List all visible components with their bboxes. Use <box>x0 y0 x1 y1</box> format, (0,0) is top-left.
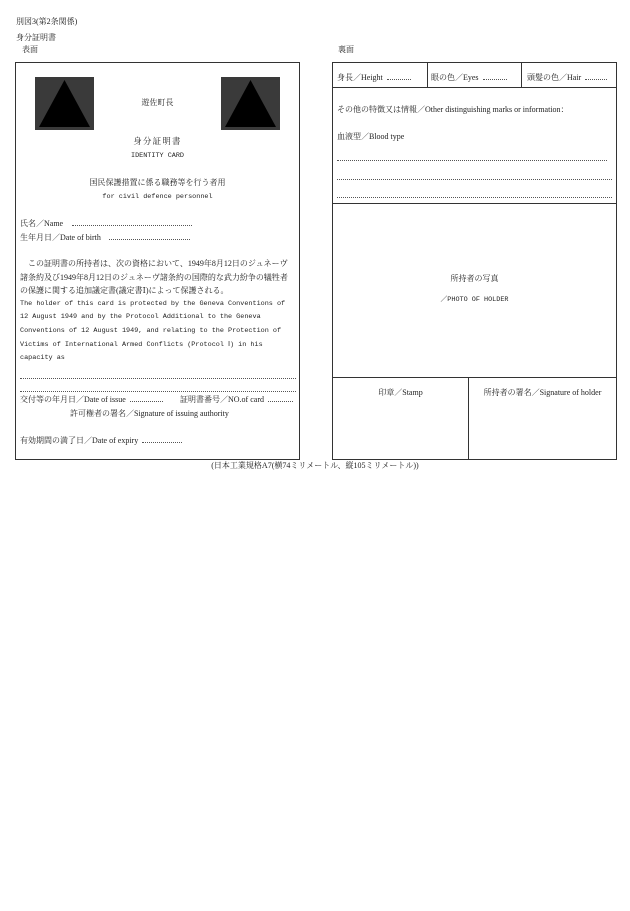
date-of-birth-label: 生年月日／Date of birth <box>20 233 101 242</box>
card-title-ja: 身分証明書 <box>133 137 182 146</box>
issue-date-field <box>20 395 163 405</box>
capacity-blank-line <box>20 391 296 392</box>
eye-colour-blank <box>483 79 507 80</box>
statement-en-line: Conventions of 12 August 1949, and relating to the Protection of <box>20 326 282 335</box>
hair-colour-label: 頭髪の色／Hair <box>527 73 582 82</box>
card-number-blank <box>268 401 293 402</box>
top-row-cell-divider <box>427 63 428 87</box>
name-field <box>20 219 192 229</box>
top-row-divider <box>333 87 616 88</box>
statement-en-line: Victims of International Armed Conflicts (Protocol Ⅰ) in his <box>20 340 263 349</box>
statement-ja-line: の保護に関する追加議定書(議定書Ⅰ)によって保護される。 <box>20 286 229 296</box>
photo-label-en: ／PHOTO OF HOLDER <box>440 296 509 304</box>
issuer: 遊佐町長 <box>141 98 174 107</box>
name-label: 氏名／Name <box>20 219 64 228</box>
issue-date-label: 交付等の年月日／Date of issue <box>20 395 126 404</box>
figure-reference: 別図3(第2条関係) <box>16 17 78 26</box>
card-number-field <box>180 395 293 405</box>
photo-area-bottom-border <box>333 377 616 378</box>
eye-colour-field <box>431 73 507 83</box>
other-marks-blank-line <box>337 197 612 198</box>
height-field <box>337 73 411 83</box>
card-size-note: (日本工業規格A7(横74ミリメートル、縦105ミリメートル)) <box>211 461 419 470</box>
holder-signature-label: 所持者の署名／Signature of holder <box>483 388 602 397</box>
hair-colour-blank <box>585 79 607 80</box>
date-of-birth-field <box>20 233 190 243</box>
name-blank <box>72 225 192 226</box>
other-marks-label: その他の特徴又は情報／Other distinguishing marks or information： <box>337 105 569 114</box>
issuing-authority-signature-label: 許可権者の署名／Signature of issuing authority <box>70 409 229 418</box>
statement-ja-line: この証明書の所持者は、次の資格において、1949年8月12日のジュネーヴ <box>28 259 288 268</box>
photo-label-ja: 所持者の写真 <box>450 274 499 283</box>
height-label: 身長／Height <box>337 73 383 82</box>
other-marks-blank-line <box>337 160 607 161</box>
top-row-cell-divider <box>521 63 522 87</box>
expiry-date-field <box>20 436 182 446</box>
back-side-label: 裏面 <box>338 45 354 54</box>
statement-en-line: capacity as <box>20 354 65 363</box>
capacity-blank-line <box>20 378 296 379</box>
stamp-label: 印章／Stamp <box>378 388 423 397</box>
blood-type-label: 血液型／Blood type <box>337 132 405 141</box>
height-blank <box>387 79 411 80</box>
card-purpose-en: for civil defence personnel <box>102 193 213 201</box>
eye-colour-label: 眼の色／Eyes <box>431 73 479 82</box>
statement-ja-line: 諸条約及び1949年8月12日のジュネーヴ諸条約の国際的な武力紛争の犠牲者 <box>20 272 288 282</box>
issue-date-blank <box>130 401 163 402</box>
date-of-birth-blank <box>109 239 190 240</box>
card-purpose-ja: 国民保護措置に係る職務等を行う者用 <box>89 178 226 187</box>
card-back <box>332 62 617 460</box>
statement-en-line: The holder of this card is protected by the Geneva Conventions of <box>20 299 286 308</box>
expiry-date-label: 有効期間の満了日／Date of expiry <box>20 436 139 445</box>
document-title: 身分証明書 <box>16 33 56 42</box>
expiry-date-blank <box>142 442 182 443</box>
hair-colour-field <box>527 73 607 83</box>
card-front <box>15 62 300 460</box>
statement-en-line: 12 August 1949 and by the Protocol Additional to the Geneva <box>20 313 261 322</box>
photo-area-top-border <box>333 203 616 204</box>
front-side-label: 表面 <box>22 45 38 54</box>
protection-statement <box>20 257 288 366</box>
card-title-en: IDENTITY CARD <box>130 152 185 160</box>
other-marks-blank-line <box>337 179 612 180</box>
card-number-label: 証明書番号／NO.of card <box>180 395 264 404</box>
